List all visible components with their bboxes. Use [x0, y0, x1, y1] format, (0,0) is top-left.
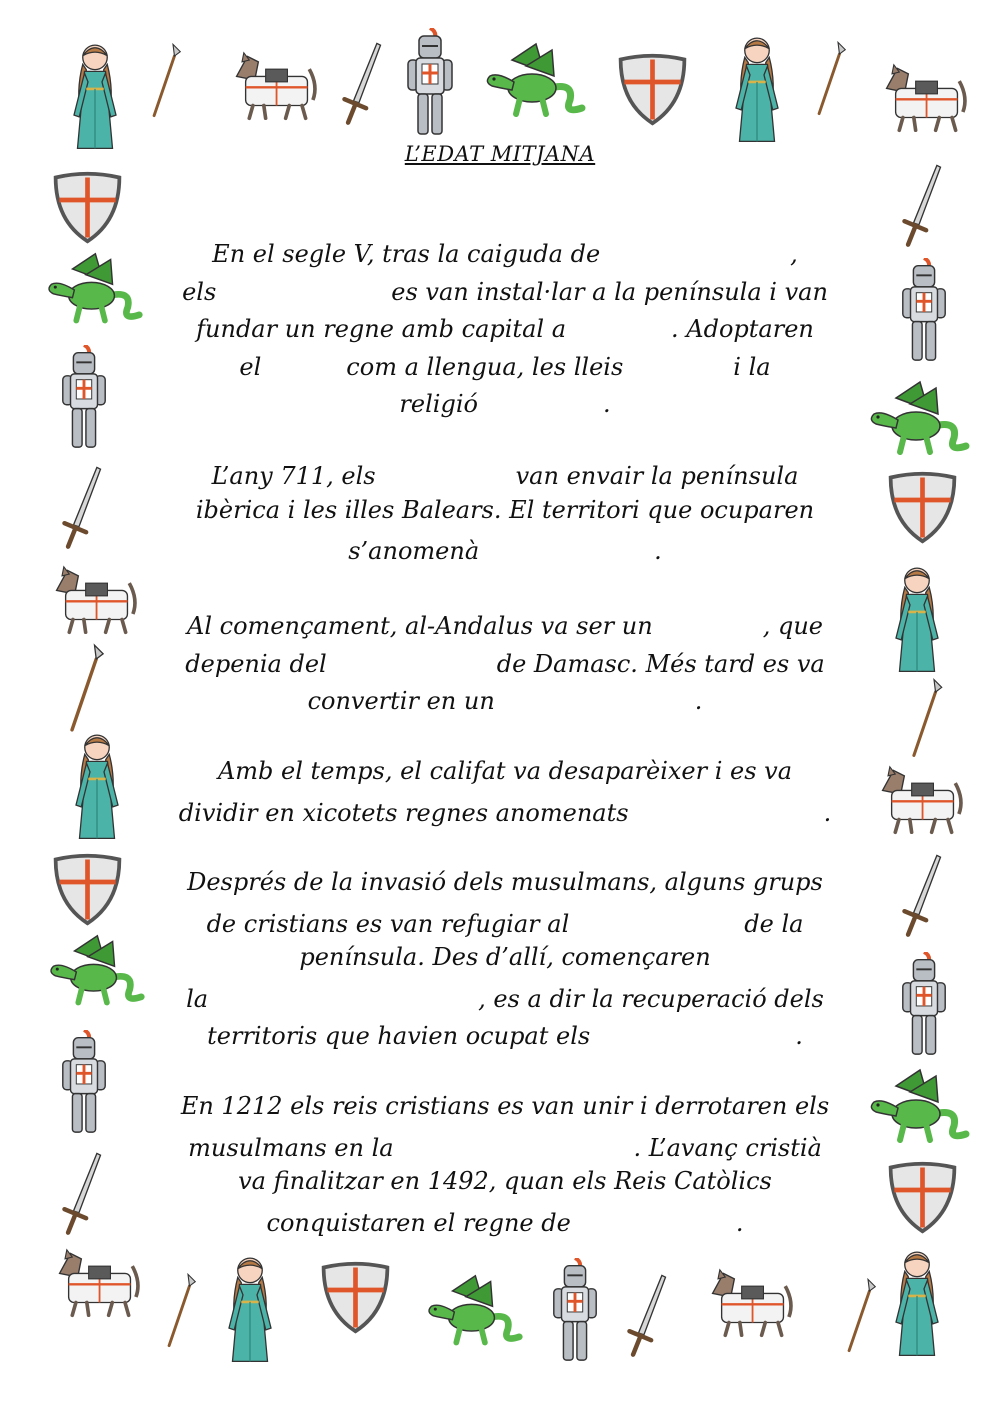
- sword-icon: [55, 462, 110, 552]
- knight-icon: [400, 28, 460, 138]
- text-line: religió .: [140, 386, 870, 424]
- princess-icon: [62, 725, 132, 845]
- horse-icon: [45, 1245, 145, 1320]
- sword-icon: [55, 1148, 110, 1238]
- paragraph: [140, 236, 870, 424]
- blank-input[interactable]: [479, 533, 654, 559]
- knight-icon: [895, 258, 953, 364]
- paragraph: [140, 458, 870, 571]
- spear-icon: [155, 1270, 205, 1350]
- shield-icon: [615, 52, 690, 127]
- dragon-icon: [420, 1272, 525, 1352]
- shield-icon: [885, 470, 960, 545]
- text-line: Al començament, al-Andalus va ser un , que: [140, 608, 870, 646]
- shield-icon: [885, 1160, 960, 1235]
- blank-input[interactable]: [478, 386, 603, 412]
- text-line: la , es a dir la recuperació dels: [140, 981, 870, 1019]
- blank-input[interactable]: [495, 683, 695, 709]
- paragraph: [140, 757, 870, 832]
- horse-icon: [222, 48, 322, 123]
- text-line: convertir en un .: [140, 683, 870, 721]
- spear-icon: [805, 38, 855, 118]
- horse-icon: [698, 1265, 798, 1340]
- text-line: els es van instal·lar a la península i van: [140, 274, 870, 312]
- blank-input[interactable]: [569, 906, 744, 932]
- shield-icon: [50, 852, 125, 927]
- blank-input[interactable]: [629, 795, 824, 821]
- blank-input[interactable]: [208, 981, 478, 1007]
- shield-icon: [318, 1260, 393, 1335]
- text-line: península. Des d’allí, començaren: [299, 943, 711, 971]
- blank-input[interactable]: [216, 274, 391, 300]
- princess-icon: [722, 28, 792, 148]
- spear-icon: [898, 675, 953, 760]
- shield-icon: [50, 170, 125, 245]
- spear-icon: [140, 40, 190, 120]
- text-line: musulmans en la . L’avanç cristià: [140, 1130, 870, 1168]
- blank-input[interactable]: [623, 349, 733, 375]
- paragraph: [140, 868, 870, 1056]
- text-line: Després de la invasió dels musulmans, alguns grups: [187, 868, 823, 896]
- blank-input[interactable]: [394, 1130, 634, 1156]
- dragon-icon: [862, 380, 972, 460]
- blank-input[interactable]: [590, 1018, 795, 1044]
- blank-input[interactable]: [566, 311, 671, 337]
- sword-icon: [895, 850, 950, 940]
- text-line: En el segle V, tras la caiguda de ,: [140, 236, 870, 274]
- text-line: fundar un regne amb capital a . Adoptaren: [140, 311, 870, 349]
- text-line: el com a llengua, les lleis i la: [140, 349, 870, 387]
- blank-input[interactable]: [327, 646, 497, 672]
- knight-icon: [546, 1258, 604, 1364]
- spear-icon: [835, 1275, 885, 1355]
- text-line: En 1212 els reis cristians es van unir i derrotaren els: [180, 1092, 830, 1120]
- text-line: territoris que havien ocupat els .: [140, 1018, 870, 1056]
- blank-input[interactable]: [261, 349, 346, 375]
- blank-input[interactable]: [600, 236, 790, 262]
- knight-icon: [55, 1030, 113, 1136]
- horse-icon: [872, 60, 972, 135]
- text-line: de cristians es van refugiar al de la: [140, 906, 870, 944]
- text-line: depenia del de Damasc. Més tard es va: [140, 646, 870, 684]
- horse-icon: [42, 562, 142, 637]
- princess-icon: [882, 1242, 952, 1362]
- text-line: conquistaren el regne de .: [140, 1205, 870, 1243]
- horse-icon: [868, 762, 968, 837]
- knight-icon: [895, 952, 953, 1058]
- princess-icon: [215, 1248, 285, 1368]
- spear-icon: [55, 640, 115, 735]
- dragon-icon: [862, 1068, 972, 1148]
- dragon-icon: [42, 932, 147, 1012]
- page-title: L’EDAT MITJANA: [404, 142, 596, 166]
- text-line: dividir en xicotets regnes anomenats .: [140, 795, 870, 833]
- text-line: s’anomenà .: [140, 533, 870, 571]
- text-line: va finalitzar en 1492, quan els Reis Catòlics: [238, 1167, 772, 1195]
- dragon-icon: [40, 250, 145, 330]
- princess-icon: [60, 35, 130, 155]
- sword-icon: [895, 160, 950, 250]
- paragraph: [140, 608, 870, 721]
- princess-icon: [882, 558, 952, 678]
- text-line: L’any 711, els van envair la península: [140, 458, 870, 496]
- blank-input[interactable]: [571, 1205, 736, 1231]
- text-line: Amb el temps, el califat va desaparèixer i es va: [217, 757, 793, 785]
- sword-icon: [335, 38, 390, 128]
- dragon-icon: [478, 42, 588, 122]
- paragraph: [140, 1092, 870, 1242]
- blank-input[interactable]: [376, 458, 516, 484]
- knight-icon: [55, 345, 113, 451]
- blank-input[interactable]: [653, 608, 763, 634]
- sword-icon: [620, 1270, 675, 1360]
- text-line: ibèrica i les illes Balears. El territori que ocuparen: [195, 495, 815, 524]
